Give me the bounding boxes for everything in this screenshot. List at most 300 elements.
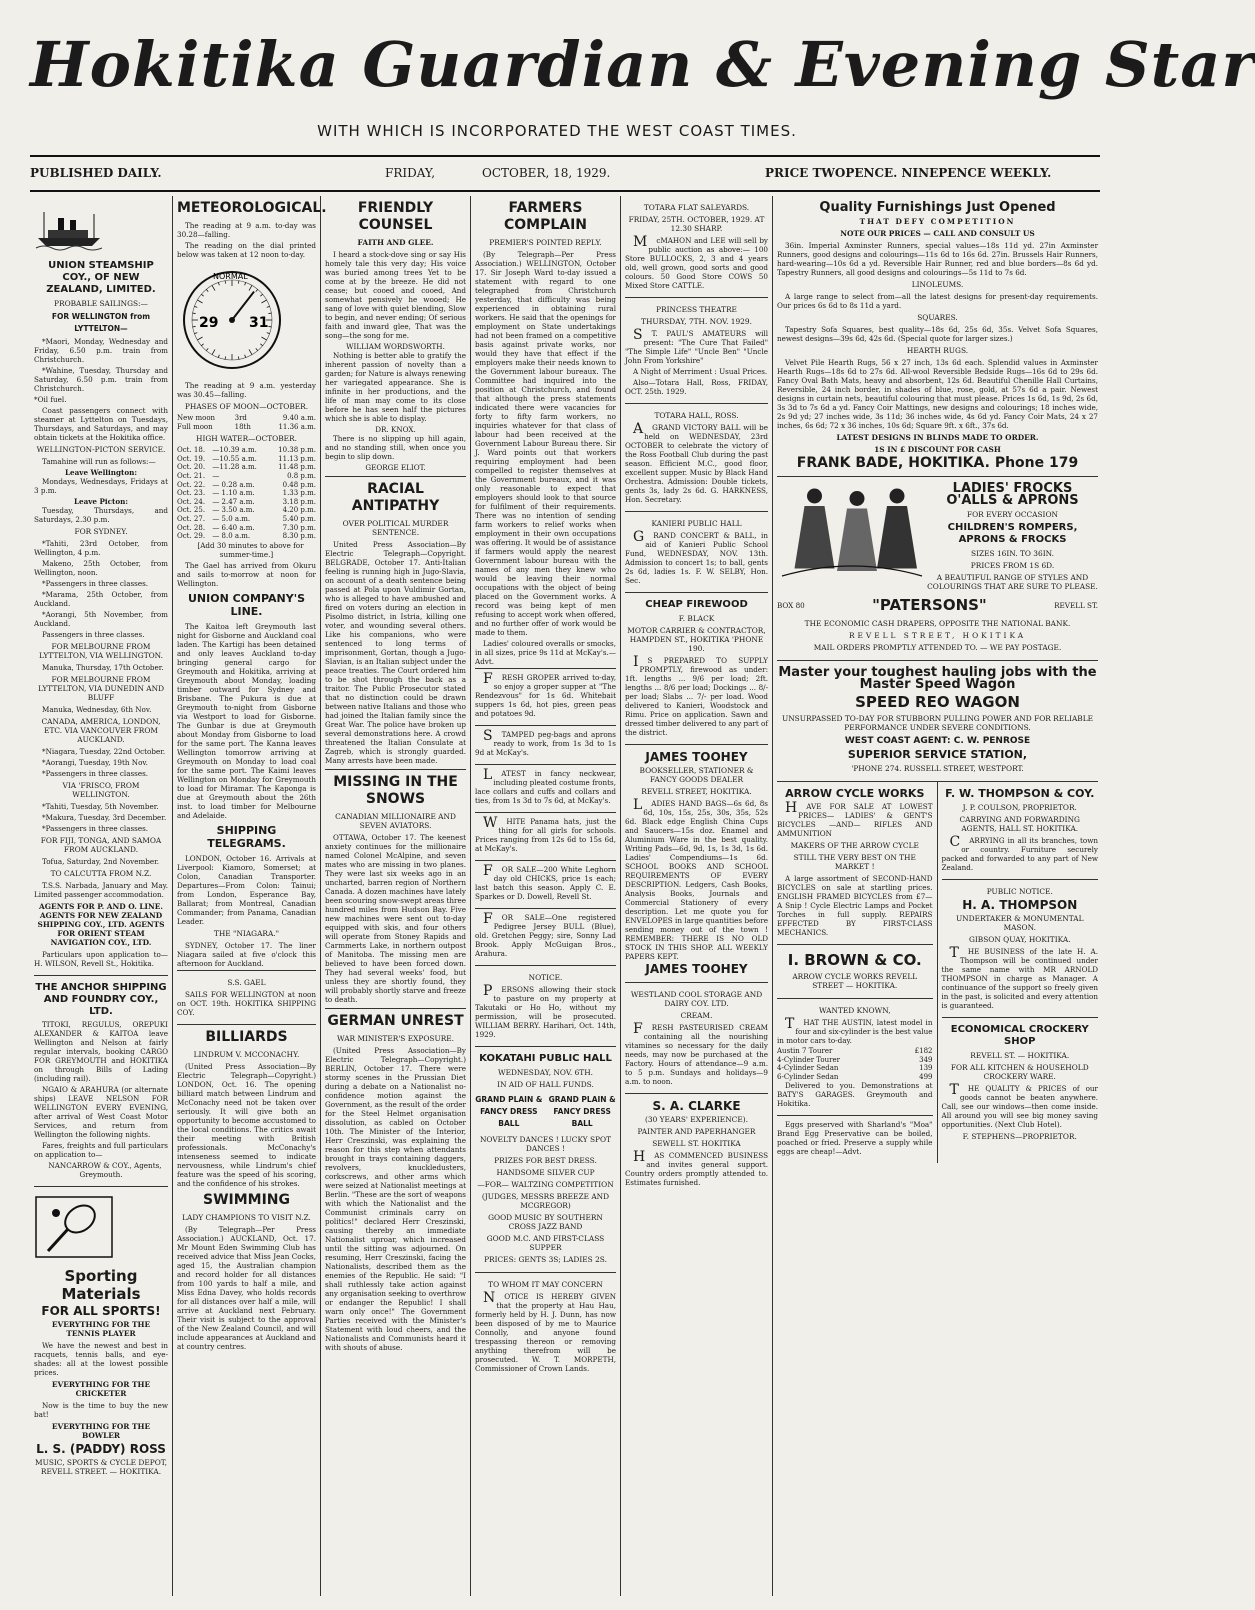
latest-text: LATEST in fancy neckwear, including pleated costume fronts, lace collars and cuffs and collars and ties, from 1s 3d to 7s 6d, at McKay's.: [475, 767, 616, 805]
kanieri-ad: [625, 512, 768, 593]
sporting-text-1: We have the newest and best in racquets, tennis balls, and eye-shades: all at the lowest possible prices.: [34, 1341, 168, 1377]
dial-tick: [197, 300, 202, 303]
arrow-stock: A large assortment of SECOND-HAND BICYCLES on sale at startling prices. ENGLISH FRAMED BICYCLES from £7—A Snip ! Cycle Electric Lamps and Pocket Torches in full supply. REPAIRS EFFECTED BY FIRST-CLASS MECHANICS.: [777, 874, 933, 937]
racial-antipathy-heading: RACIAL ANTIPATHY: [325, 476, 466, 515]
anchor-text-4: NANCARROW & COY., Agents, Greymouth.: [48, 1161, 162, 1179]
reo-name: SPEED REO WAGON: [855, 693, 1020, 711]
billiards-heading: BILLIARDS: [205, 1028, 288, 1045]
blinds: LATEST DESIGNS IN BLINDS MADE TO ORDER.: [836, 433, 1039, 442]
frank-bade: FRANK BADE, HOKITIKA. Phone 179: [796, 455, 1079, 471]
met-reading-1: The reading at 9 a.m. to-day was 30.28—falling.: [177, 221, 316, 239]
slip-author: GEORGE ELIOT.: [365, 463, 426, 472]
sporting-owner: L. S. (PADDY) ROSS: [36, 1442, 166, 1456]
dial-tick: [249, 285, 252, 290]
fw-thompson-ad: [942, 782, 1099, 880]
dial-tick: [218, 355, 219, 358]
firewood-sub: MOTOR CARRIER & CONTRACTOR, HAMPDEN ST., HOKITIKA 'PHONE 190.: [627, 626, 766, 653]
column-5: [620, 196, 772, 1596]
calcutta-1: T.S.S. Narbada, January and May. Limited passenger accommodation.: [34, 881, 168, 899]
column-2: [172, 196, 327, 1596]
toohey-address: REVELL STREET, HOKITIKA.: [641, 787, 752, 796]
reo-heading: Master your toughest hauling jobs with the Master Speed Wagon: [778, 665, 1097, 692]
high-water-cell: 11.48 p.m.: [278, 463, 316, 472]
high-water-cell: Oct. 19.: [177, 454, 206, 463]
canada-1: *Niagara, Tuesday, 22nd October.: [42, 747, 166, 756]
faith-author: WILLIAM WORDSWORTH.: [346, 342, 445, 351]
high-water-cell: Oct. 23.: [177, 489, 206, 498]
dial-tick: [218, 282, 219, 285]
stamped-text: STAMPED peg-bags and aprons ready to work, from 1s 3d to 1s 9d at McKay's.: [475, 728, 616, 757]
high-water-cell: Oct. 18.: [177, 446, 206, 455]
revell-st: REVELL ST.: [1054, 600, 1098, 610]
sporting-title: Sporting Materials: [61, 1267, 141, 1303]
box-number: BOX 80: [777, 600, 805, 610]
also-totara: Also—Totara Hall, Ross, FRIDAY, OCT. 25th. 1929.: [625, 378, 768, 396]
pattersons-ad: [777, 477, 1098, 661]
sporting-text-2: Now is the time to buy the new bat!: [34, 1401, 168, 1419]
high-water-cell: Oct. 25.: [177, 506, 206, 515]
missing-text: OTTAWA, October 17. The keenest anxiety continues for the millionaire named Colonel McAlpine, and seven mates who are missing in two planes. They were last six weeks ago in an uncharted, barren region of Northern Canada. A dozen machines have lately been scouring snow-swept areas three hundred miles from Hudson Bay. Five new machines were sent out to-day equipped with skis, and four others will operate from Stoney Rapids and Carmmerts Lake, in northern outpost of Manitoba. The missing men are believed to have been forced down. They had several weeks' food, but unless they are shortly found, they will probably shortly starve and freeze to death.: [325, 833, 466, 1004]
high-water-cell: Oct. 22.: [177, 480, 206, 489]
fiji-1: Tofua, Saturday, 2nd November.: [42, 857, 160, 866]
gael-ad-heading: S.S. GAEL: [227, 977, 266, 987]
toohey-heading-2: JAMES TOOHEY: [645, 962, 748, 976]
sporting-address: MUSIC, SPORTS & CYCLE DEPOT, REVELL STREET. — HOKITIKA.: [35, 1458, 167, 1476]
concern-heading: TO WHOM IT MAY CONCERN: [488, 1280, 603, 1289]
high-water-cell: 10.38 p.m.: [278, 446, 316, 455]
panama-advt: [475, 813, 616, 861]
dial-tick: [238, 281, 239, 284]
sizes: SIZES 16IN. TO 36IN.: [971, 549, 1054, 558]
high-water-cell: — 6.40 a.m.: [212, 523, 255, 532]
high-water-row: [177, 455, 316, 464]
dress-figures-icon: [777, 481, 927, 581]
austin-row: [777, 1064, 933, 1073]
austin-cell: 4-Cylinder Tourer: [777, 1055, 840, 1064]
swimming-text: (By Telegraph—Per Press Association.) AUCKLAND, Oct. 17. Mr Mount Eden Swimming Club has received advice that Miss Jean Cocks, aged 15, the Australian champion and record holder for all distances from 100 yards to half a mile, and Miss Edna Davey, who holds records for all distances over half a mile, will arrive at Auckland next February. Their visit is subject to the approval of the New Zealand Council, and will include appearances at Auckland and at country centres.: [177, 1224, 316, 1351]
moon-cell: 18th: [234, 422, 251, 431]
princess-date: THURSDAY, 7TH. NOV. 1929.: [641, 317, 752, 326]
mail-orders: MAIL ORDERS PROMPTLY ATTENDED TO. — WE PAY POSTAGE.: [813, 643, 1062, 652]
wp-text-3: Tuesday, Thursdays, and Saturdays, 2.30 p.m.: [34, 506, 168, 524]
high-water-cell: — 5.0 a.m.: [212, 514, 251, 523]
wp-head: WELLINGTON-PICTON SERVICE.: [36, 445, 166, 454]
moon-cell: Full moon: [177, 422, 213, 431]
melbourne-1-head: FOR MELBOURNE FROM LYTTELTON, VIA WELLINGTON.: [38, 642, 164, 660]
sporting-tennis: EVERYTHING FOR THE TENNIS PLAYER: [51, 1320, 151, 1338]
leave-picton: Leave Picton:: [73, 497, 129, 506]
cream-heading: CREAM.: [680, 1011, 713, 1020]
stamped-advt: [475, 726, 616, 765]
anchor-text-3: Fares, freights and full particulars on application to—: [34, 1141, 168, 1159]
reo-ad: [777, 661, 1098, 782]
prizes-dress: PRIZES FOR BEST DRESS.: [494, 1156, 597, 1165]
penrose: WEST COAST AGENT: C. W. PENROSE: [844, 736, 1031, 746]
bull-advt: [475, 909, 616, 966]
dial-tick: [245, 355, 246, 358]
quality-furnishings-ad: [777, 196, 1098, 477]
public-notice: PUBLIC NOTICE.: [986, 887, 1053, 896]
ha-thompson-sub: UNDERTAKER & MONUMENTAL MASON.: [955, 914, 1084, 932]
high-water-row: [177, 524, 316, 533]
dial-tick: [267, 306, 270, 307]
arrow-makers: MAKERS OF THE ARROW CYCLE: [790, 841, 919, 850]
gael-note: The Gael has arrived from Okuru and sails to-morrow at noon for Wellington.: [177, 560, 316, 588]
latest-advt: [475, 765, 616, 813]
quality-heading: Quality Furnishings Just Opened: [819, 200, 1056, 215]
austin-cell: Austin 7 Tourer: [777, 1047, 833, 1055]
crockery-address: REVELL ST. — HOKITIKA.: [970, 1051, 1070, 1060]
revell-street: REVELL STREET, HOKITIKA: [848, 631, 1027, 640]
high-water-cell: —10.55 a.m.: [212, 454, 257, 463]
eggs-ad: [777, 1116, 933, 1163]
moon-row: [177, 423, 316, 432]
barometer-dial-icon: [177, 265, 287, 375]
fw-thompson-sub: J. P. COULSON, PROPRIETOR.: [962, 803, 1077, 812]
quality-runners: 36in. Imperial Axminster Runners, special values—18s 11d yd. 27in Axminster Runners, good designs and colourings—11s 6d to 16s 6d. 27in. Brussels Hair Runners, hard-wearing—10s 6d a yd. Reversible Hair Runner, red and blue borders—8s 6d yd. Tapestry Runners, all good designs and colourings—5s 11d to 7s 6d.: [777, 241, 1098, 277]
austin-cell: 4-Cylinder Sedan: [777, 1064, 839, 1073]
german-unrest-heading: GERMAN UNREST: [325, 1008, 466, 1030]
superior-address: 'PHONE 274. RUSSELL STREET, WESTPORT.: [851, 764, 1024, 773]
totara-hall-ad: [625, 404, 768, 512]
dial-tick: [245, 282, 246, 285]
sydney-2: Makeno, 25th October, from Wellington, noon.: [34, 559, 168, 577]
faith-heading: FAITH AND GLEE.: [357, 238, 434, 247]
high-water-cell: 1.33 p.m.: [282, 489, 316, 498]
moon-cell: 9.40 a.m.: [282, 414, 316, 422]
lino-text: A large range to select from—all the latest designs for present-day requirements. Our prices 6s 6d to 8s 11d a yard.: [777, 292, 1098, 310]
moon-cell: New moon: [177, 414, 216, 422]
crockery-quality: THE QUALITY & PRICES of our goods cannot be beaten anywhere. Call, see our windows—then come inside. All around you will see big money saving opportunities. (Next Club Hotel).: [941, 1082, 1098, 1129]
stephens: F. STEPHENS—PROPRIETOR.: [962, 1132, 1077, 1141]
high-water-cell: 5.40 p.m.: [282, 514, 316, 523]
sporting-ad: [34, 1187, 168, 1484]
fw-thompson-heading: F. W. THOMPSON & COY.: [945, 787, 1095, 800]
frisco-2: *Makura, Tuesday, 3rd December.: [42, 813, 167, 822]
austin-row: [777, 1056, 933, 1065]
leghorn-text: FOR SALE—200 White Leghorn day old CHICKS, price 1s each; last batch this season. Apply C. E. Sparkes or D. Dowell, Revell St.: [475, 863, 616, 901]
high-water-row: [177, 463, 316, 472]
dial-tick: [193, 313, 196, 314]
shipping-telegrams-text: LONDON, October 16. Arrivals at Liverpool: Kiamoro, Somerset; at Colon, Canadian Transporter. Departures—From Colon: Tainui; from London, Esperance Bay, Ballarat; from Montreal, Canadian Commander; from Panama, Canadian Leader.: [177, 853, 316, 926]
brown-heading: I. BROWN & CO.: [787, 951, 922, 969]
judges: (JUDGES, MESSRS BREEZE AND MCGREGOR): [481, 1192, 610, 1210]
kokatahi-aid: IN AID OF HALL FUNDS.: [497, 1080, 594, 1089]
union-name: UNION STEAMSHIP COY., OF NEW ZEALAND, LIMITED.: [46, 260, 156, 295]
merriment: A Night of Merriment : Usual Prices.: [633, 367, 768, 376]
leghorn-advt: [475, 861, 616, 909]
columns: [30, 196, 1102, 1596]
crockery-text: FOR ALL KITCHEN & HOUSEHOLD CROCKERY WARE.: [950, 1063, 1089, 1081]
anchor-text-1: TITOKI, REGULUS, OREPUKI ALEXANDER & KAITOA leave Wellington and Nelson at fairly regular intervals, booking CARGO FOR GREYMOUTH and HOKITIKA on through Bills of Lading (including rail).: [34, 1020, 168, 1083]
arrow-cycle-ad: [777, 782, 933, 945]
dial-tick: [194, 306, 197, 307]
arrow-heading: ARROW CYCLE WORKS: [785, 787, 925, 800]
steamship-icon: [34, 204, 104, 252]
high-water-cell: — 2.47 a.m.: [212, 497, 255, 506]
garden-author: DR. KNOX.: [375, 425, 416, 434]
union-steamship-ad: [34, 196, 168, 976]
dial-tick: [201, 294, 203, 296]
high-water-cell: 11.13 p.m.: [278, 454, 316, 463]
crockery-heading: ECONOMICAL CROCKERY SHOP: [950, 1024, 1089, 1047]
dial-tick: [225, 281, 226, 284]
frisco-head: VIA 'FRISCO, FROM WELLINGTON.: [62, 781, 140, 799]
column-6: [772, 196, 1102, 1596]
austin-row: [777, 1073, 933, 1082]
published-daily: PUBLISHED DAILY.: [30, 166, 162, 180]
high-water-row: [177, 515, 316, 524]
austin-cell: 139: [919, 1064, 933, 1073]
frocks-heading: LADIES' FROCKS O'ALLS & APRONS: [946, 481, 1079, 508]
squares-text: Tapestry Sofa Squares, best quality—18s 6d, 25s 6d, 35s. Velvet Sofa Squares, newest designs—39s 6d, 42s 6d. (Special quote for larger sizes.): [777, 325, 1098, 343]
masthead-rule: [30, 155, 1100, 157]
high-water-cell: —: [212, 471, 220, 480]
dial-tick: [206, 348, 208, 350]
princess-heading: PRINCESS THEATRE: [656, 305, 737, 314]
sydney-4: *Marama, 25th October, from Auckland.: [34, 590, 168, 608]
kokatahi-heading: KOKATAHI PUBLIC HALL: [479, 1053, 612, 1064]
anchor-shipping-ad: [34, 976, 168, 1187]
dial-tick: [261, 300, 266, 303]
brown-sub: ARROW CYCLE WORKS REVELL STREET — HOKITIKA.: [792, 972, 918, 990]
toohey-text: LADIES HAND BAGS—6s 6d, 8s 6d, 10s, 15s, 25s, 30s, 35s, 52s 6d. Black edge English China Cups and Saucers—15s doz. Enamel and Aluminium Ware in the best quality. Writing Pads—6d, 9d, 1s, 1s 3d, 1s 6d. Ladies' Compendiums—1s 6d. SCHOOL BOOKS AND SCHOOL REQUIREMENTS OF EVERY DESCRIPTION. Ledgers, Cash Books, Analysis Books, Journals and Commercial Stationery of every description. Let me quote you for ENVELOPES in large quantities before sending money out of the town ! REMEMBER: THERE IS NO OLD STOCK IN THIS SHOP. ALL WEEKLY PAPERS KEPT.: [625, 797, 768, 961]
frocks-for: FOR EVERY OCCASION: [966, 510, 1058, 519]
high-water-heading: HIGH WATER—OCTOBER.: [196, 434, 297, 444]
high-water-row: [177, 506, 316, 515]
austin-cell: 6-Cylinder Sedan: [777, 1072, 839, 1081]
squares-heading: SQUARES.: [917, 313, 958, 322]
melbourne-1: Manuka, Thursday, 17th October.: [42, 663, 164, 672]
dateline-rule: [30, 190, 1100, 192]
issue-day: FRIDAY,: [385, 166, 436, 180]
column-3: [320, 196, 470, 1596]
sporting-cricketer: EVERYTHING FOR THE CRICKETER: [51, 1380, 151, 1398]
clarke-heading: S. A. CLARKE: [652, 1099, 741, 1113]
high-water-cell: Oct. 29.: [177, 532, 206, 541]
dial-tick: [193, 326, 196, 327]
german-sub: WAR MINISTER'S EXPOSURE.: [336, 1034, 455, 1043]
swimming-sub: LADY CHAMPIONS TO VISIT N.Z.: [182, 1212, 311, 1222]
toohey-sub: BOOKSELLER, STATIONER & FANCY GOODS DEALER: [639, 766, 754, 784]
austin-table: [777, 1047, 933, 1081]
quality-note: NOTE OUR PRICES — CALL AND CONSULT US: [840, 229, 1035, 238]
column-1: [30, 196, 172, 1596]
dial-top-label: NORMAL: [213, 272, 248, 281]
high-water-cell: 3.18 p.m.: [282, 497, 316, 506]
high-water-cell: —11.28 a.m.: [212, 463, 257, 472]
bottom-right: [938, 782, 1099, 1163]
firewood-text: IS PREPARED TO SUPPLY PROMPTLY, firewood as under: 1ft. lengths ... 9/6 per load; 2ft. lengths ... 8/6 per load; Dockings ... 8/- per load; Slabs ... 7/- per load. Wood delivered to Kanieri, Woodstock and Rimu. Price on application. Sawn and dressed timber delivered to any part of the district.: [625, 654, 768, 737]
high-water-cell: 0.48 p.m.: [282, 480, 316, 489]
notice-heading: NOTICE.: [528, 973, 563, 982]
notice-text: PERSONS allowing their stock to pasture on my property at Takutaki or Ho Ho, without my permission, will be prosecuted. WILLIAM BERRY. Harihari, Oct. 14th, 1929.: [475, 983, 616, 1039]
dial-tick: [206, 289, 208, 291]
bull-text: FOR SALE—One registered Pedigree Jersey BULL (Blue), old. Gretchen Peggy; sire, Sonny Lad Brook. Apply McGuigan Bros., Arahura.: [475, 911, 616, 958]
dial-tick: [249, 349, 252, 354]
melbourne-2: Manuka, Wednesday, 6th Nov.: [42, 705, 152, 714]
ha-thompson-heading: H. A. THOMPSON: [962, 898, 1078, 912]
novelty-dances: NOVELTY DANCES ! LUCKY SPOT DANCES !: [479, 1135, 612, 1153]
totara-date: FRIDAY, 25TH. OCTOBER, 1929. AT 12.30 SHARP.: [628, 215, 765, 233]
cash-drapers: THE ECONOMIC CASH DRAPERS, OPPOSITE THE NATIONAL BANK.: [804, 619, 1071, 628]
clarke-trade: PAINTER AND PAPERHANGER: [637, 1127, 756, 1136]
totara-heading: TOTARA FLAT SALEYARDS.: [643, 203, 750, 212]
high-water-cell: Oct. 20.: [177, 463, 206, 472]
canada-2: *Aorangi, Tuesday, 19th Nov.: [42, 758, 148, 767]
high-water-cell: — 0.28 a.m.: [212, 480, 255, 489]
ha-thompson-address: GIBSON QUAY, HOKITIKA.: [968, 935, 1071, 944]
billiards-sub: LINDRUM V. MCCONACHY.: [193, 1049, 300, 1059]
clarke-ad: [625, 1094, 768, 1194]
princess-theatre-ad: [625, 298, 768, 404]
silver-cup: HANDSOME SILVER CUP: [496, 1168, 595, 1177]
dial-tick: [267, 333, 270, 334]
high-water-row: [177, 446, 316, 455]
dial-tick: [256, 289, 258, 291]
agents-list: AGENTS FOR P. AND O. LINE. AGENTS FOR NEW ZEALAND SHIPPING COY., LTD. AGENTS FOR ORIENT STEAM NAVIGATION COY., LTD.: [37, 902, 165, 947]
coast-passengers: Coast passengers connect with steamer at Lyttelton on Tuesdays, Thursdays, and Saturdays, and may obtain tickets at the Hokitika office.: [34, 406, 168, 442]
music: GOOD MUSIC BY SOUTHERN CROSS JAZZ BAND: [488, 1213, 603, 1231]
union-company-heading: UNION COMPANY'S LINE.: [187, 591, 305, 618]
high-water-cell: Oct. 21.: [177, 471, 206, 480]
wahine-sailing: *Wahine, Tuesday, Thursday and Saturday, 6.50 p.m. train from Christchurch.: [34, 366, 168, 393]
moon-table: [177, 414, 316, 431]
bottom-left: [777, 782, 938, 1163]
dial-tick: [268, 326, 271, 327]
moon-cell: 3rd: [234, 414, 247, 422]
melbourne-2-head: FOR MELBOURNE FROM LYTTELTON, VIA DUNEDIN AND BLUFF: [37, 675, 165, 702]
maori-sailing: *Maori, Monday, Wednesday and Friday, 6.50 p.m. train from Christchurch.: [34, 337, 168, 364]
gael-ad: [177, 970, 316, 1025]
cream-text: FRESH PASTEURISED CREAM containing all the nourishing vitamines so necessary for the daily needs, may now be purchased at the Factory. Hours of attendance—9 a.m. to 5 p.m. Sundays and holidays—9 a.m. to noon.: [625, 1021, 768, 1086]
austin-row: [777, 1047, 933, 1056]
sydney-5: *Aorangi, 5th November, from Auckland.: [34, 610, 168, 628]
masthead: [0, 0, 1255, 196]
pattersons-name-row: [777, 594, 1098, 616]
high-water-row: [177, 472, 316, 481]
friendly-counsel-heading: FRIENDLY COUNSEL: [357, 200, 434, 233]
notice-advt: [475, 966, 616, 1047]
for-wellington: FOR WELLINGTON from LYTTELTON—: [51, 312, 151, 333]
range: A BEAUTIFUL RANGE OF STYLES AND COLOURINGS THAT ARE SURE TO PLEASE.: [927, 573, 1098, 591]
austin-text: THAT THE AUSTIN, latest model in four and six-cylinder is the best value in motor cars to-day.: [777, 1016, 933, 1045]
westland-heading: WESTLAND COOL STORAGE AND DAIRY COY. LTD.: [630, 990, 763, 1008]
swimming-heading: SWIMMING: [202, 1191, 290, 1208]
moon-heading: PHASES OF MOON—OCTOBER.: [184, 402, 309, 411]
dial-right-label: 31: [249, 315, 269, 331]
firewood-heading: CHEAP FIREWOOD: [645, 599, 748, 610]
austin-cell: 349: [919, 1055, 933, 1064]
german-text: (United Press Association—By Electric Telegraph—Copyright.) BERLIN, October 17. There were stormy scenes in the Prussian Diet during a debate on a Nationalist no-confidence motion against the Government, as the result of the order for the Steel Helmet organisation dissolution, as cabled on October 10th. The Minister of the Interior, Herr Creszinski, was explaining the reason for this step when attendants brought in trays containing daggers, revolvers, knuckledusters, corkscrews, and other arms which were seized at Nationalist meetings at Berlin. "These are the sort of weapons with which the Nationalist and the Communist criminals carry on politics!" declared Herr Creszinski, causing thereby an immediate Nationalist uproar, which increased until the sitting was adjourned. On resuming, Herr Creszinski, facing the Nationalists, described them as the enemies of the Republic. He said: "I shall ruthlessly take action against any organisation seeking to overthrow or endanger the Republic! I shall warn only once!" The Government Parties received with the Minister's Statement with loud cheers, and the Nationalists and Communists heard it with shouts of abuse.: [325, 1046, 466, 1352]
pattersons-text: [927, 481, 1098, 594]
high-water-row: [177, 489, 316, 498]
high-water-cell: 7.30 p.m.: [282, 523, 316, 532]
sydney-head: FOR SYDNEY.: [74, 527, 128, 536]
bottom-ads: [777, 782, 1098, 1163]
crockery-ad: [942, 1018, 1099, 1149]
high-water-cell: Oct. 27.: [177, 514, 206, 523]
firewood-who: F. BLACK: [678, 614, 715, 623]
dial-tick: [260, 294, 262, 296]
summer-time-note: [Add 30 minutes to above for summer-time.]: [197, 540, 304, 559]
frisco-1: *Tahiti, Tuesday, 5th November.: [42, 802, 159, 811]
billiards-text: (United Press Association—By Electric Telegraph—Copyright.) LONDON, Oct. 16. The opening billiard match between Lindrum and McConachy need not be taken over seriously. It will give both an opportunity to become accustomed to the local conditions. The critics await their meeting with British professionals. McConachy's intenseness seemed to indicate nervousness, while Lindrum's chief feature was the speed of his scoring, and the confidence of his strokes.: [177, 1061, 316, 1188]
moon-cell: 11.36 a.m.: [278, 422, 316, 431]
groper-text: FRESH GROPER arrived to-day, so enjoy a groper supper at "The Rendezvous" for 1s 6d. Whitebait suppers 1s 6d, hot pies, green peas and potatoes 9d.: [475, 671, 616, 718]
austin-cell: 499: [919, 1072, 933, 1081]
probable-sailings: PROBABLE SAILINGS:—: [54, 299, 148, 308]
high-water-cell: — 3.50 a.m.: [212, 506, 255, 515]
sydney-6: Passengers in three classes.: [42, 630, 145, 639]
hearth-text: Velvet Pile Hearth Rugs, 56 x 27 inch, 13s 6d each. Splendid values in Axminster Hearth Rugs—18s 6d to 27s 6d. All-wool Reversible Bedside Rugs—16s 6d to 29s 6d. Fancy Oval Bath Mats, heavy and absorbent, 12s 6d. Beautiful Chenille Hall Curtains, Reversible, 24 inch border, in shades of blue, rose, gold, at 57s 6d a pair. Newest designs in curtain nets, beautiful colouring that must please. Prices 1s 6d, 1s 9d, 2s 6d, 3s 3d to 7s 6d a yd. Fancy Coir Mattings, new designs and colourings; 18 inches wide, 2s 9d yd; 27 inches wide, 3s 11d; 36 inches wide, 4s 6d yd. Fancy Coir Mats, 24 x 27 inches, 6s 6d; 72 x 36 inches, 10s 6d; Square 9ft. x 6ft., 37s 6d.: [777, 358, 1098, 430]
wp-text-2: Mondays, Wednesdays, Fridays at 3 p.m.: [34, 477, 168, 495]
st-pauls-text: ST. PAUL'S AMATEURS will present: "The Cure That Failed" "The Simple Life" "Uncle Ben" "Uncle John From Yorkshire": [625, 327, 768, 365]
groper-advt: [475, 668, 616, 726]
garden-quote: Nothing is better able to gratify the inherent passion of novelty than a garden; for Nature is always renewing her variegated appearance. She is infinite in her productions, and the life of man may come to its close before he has seen half the pictures which she is able to display.: [325, 351, 466, 423]
grand-plain-right: GRAND PLAIN & FANCY DRESS BALL: [548, 1095, 616, 1128]
fw-thompson-carrying: CARRYING in all its branches, town or country. Furniture securely packed and forwarded to any part of New Zealand.: [941, 834, 1098, 872]
high-water-cell: Oct. 28.: [177, 523, 206, 532]
high-water-cell: — 8.0 a.m.: [212, 532, 251, 541]
faith-poem: I heard a stock-dove sing or say His homely tale this very day; His voice was buried among trees Yet to be come at by the breeze. He did not cease; but cooed and cooed, And somewhat pensively he wooed; He sang of love with quiet blending, Slow to begin, and never ending; Of serious faith and inward glee, That was the song—the song for me.: [325, 250, 466, 340]
waltzing: —FOR— WALTZING COMPETITION: [477, 1180, 614, 1189]
cream-ad: [625, 983, 768, 1094]
supper: GOOD M.C. AND FIRST-CLASS SUPPER: [486, 1234, 605, 1252]
canada-head: CANADA, AMERICA, LONDON, ETC. VIA VANCOUVER FROM AUCKLAND.: [41, 717, 161, 744]
agents-contact: Particulars upon application to— H. WILSON, Revell St., Hokitika.: [34, 950, 168, 968]
ball-prices: PRICES: GENTS 3S; LADIES 2S.: [484, 1255, 607, 1264]
dateline: [30, 160, 1100, 190]
sporting-bowler: EVERYTHING FOR THE BOWLER: [51, 1422, 151, 1440]
panama-text: WHITE Panama hats, just the thing for all girls for schools. Prices ranging from 12s 6d to 15s 6d, at McKay's.: [475, 815, 616, 853]
sporting-sub: FOR ALL SPORTS!: [41, 1304, 161, 1318]
newspaper-title: Hokitika Guardian & Evening Star: [30, 28, 1255, 101]
brown-ad: [777, 945, 933, 999]
dial-tick: [261, 337, 266, 340]
toohey-ad: [625, 745, 768, 983]
dial-tick: [201, 344, 203, 346]
austin-ad: [777, 999, 933, 1116]
dial-tick: [238, 356, 239, 359]
high-water-cell: —10.39 a.m.: [212, 446, 257, 455]
dial-tick: [260, 344, 262, 346]
arrow-best: STILL THE VERY BEST ON THE MARKET !: [793, 853, 916, 871]
kokatahi-ad: [475, 1047, 616, 1273]
high-water-cell: 8.30 p.m.: [282, 532, 316, 541]
sydney-1: *Tahiti, 23rd October, from Wellington, 4 p.m.: [34, 539, 168, 557]
kokatahi-ball-titles: [475, 1092, 616, 1132]
victory-ball-text: AGRAND VICTORY BALL will be held on WEDNESDAY, 23rd OCTOBER to celebrate the victory of the Ross Football Club during the past season. Efficient M.C., good floor, excellent supper. Music by Black Hand Orchestra. Admission: Double tickets, gents 3s, lady 2s 6d. G. HARKNESS, Hon. Secretary.: [625, 421, 768, 504]
racial-sub: OVER POLITICAL MURDER SENTENCE.: [342, 519, 449, 537]
high-water-row: [177, 498, 316, 507]
high-water-row: [177, 481, 316, 490]
high-water-cell: — 1.10 a.m.: [212, 489, 255, 498]
clarke-text: HAS COMMENCED BUSINESS and invites general support. Country orders promptly attended to. Estimates furnished.: [625, 1149, 768, 1187]
concern-ad: [475, 1273, 616, 1380]
leave-wellington: Leave Wellington:: [64, 468, 138, 477]
farmers-complain-heading: FARMERS COMPLAIN: [503, 200, 588, 233]
totara-hall-heading: TOTARA HALL, ROSS.: [654, 411, 739, 420]
totara-saleyards-ad: [625, 196, 768, 298]
lino-heading: LINOLEUMS.: [911, 280, 964, 289]
fiji-head: FOR FIJI, TONGA, AND SAMOA FROM AUCKLAND.: [40, 836, 162, 854]
tennis-racket-icon: [34, 1195, 114, 1259]
niagara-text: SYDNEY, October 17. The liner Niagara sailed at five o'clock this afternoon for Auckland.: [177, 940, 316, 968]
dial-tick: [256, 348, 258, 350]
high-water-cell: Oct. 24.: [177, 497, 206, 506]
overalls-advt: Ladies' coloured overalls or smocks, in all sizes, price 9s 11d at McKay's.—Advt.: [475, 639, 616, 666]
